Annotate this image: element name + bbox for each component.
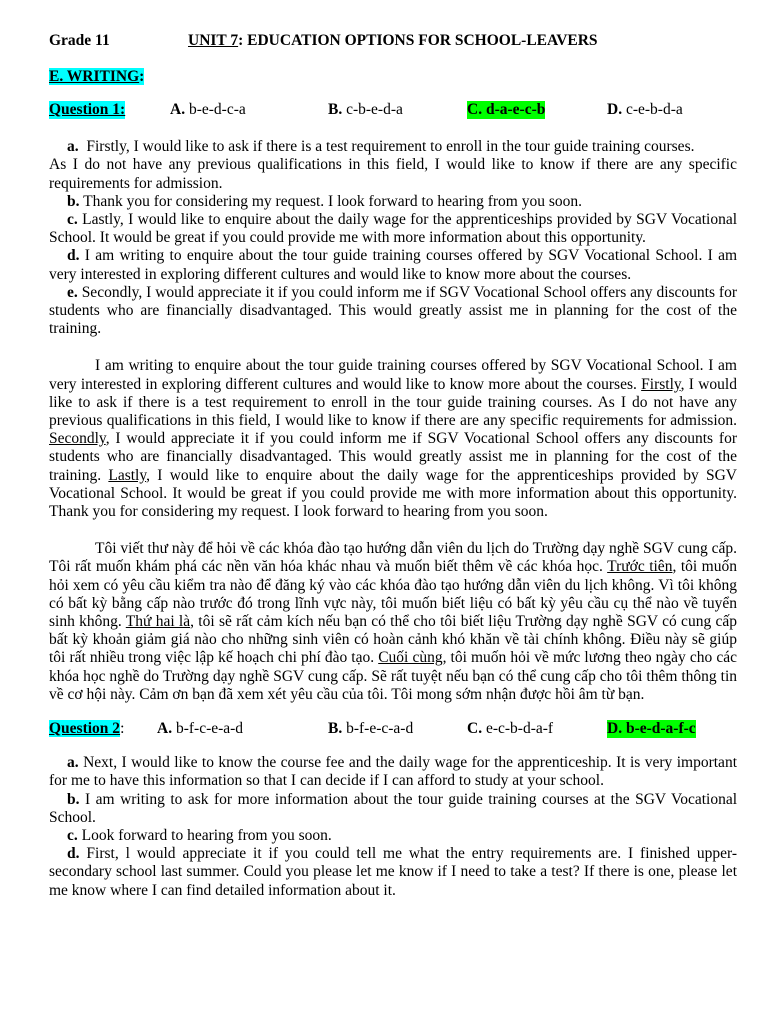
q1-item-a-continued: As I do not have any previous qualifications in this field, I would like to know if there are any specific requirements for admission.	[49, 156, 737, 192]
q2-item-a: a. Next, I would like to know the course fee and the daily wage for the apprenticeship. It is very important for me to have this information so that I can decide if I can afford to study at your school.	[49, 754, 737, 790]
unit-name: : EDUCATION OPTIONS FOR SCHOOL-LEAVERS	[238, 32, 598, 49]
q1-item-c: c. Lastly, I would like to enquire about the daily wage for the apprenticeships provided by SGV Vocational School. It would be great if you could provide me with more information about this opportunity.	[49, 211, 738, 247]
english-firstly: Firstly	[641, 375, 681, 393]
section-label-wrap	[49, 68, 144, 85]
unit-number: UNIT 7	[188, 32, 239, 49]
question-2-options	[49, 720, 737, 740]
english-lastly: Lastly	[108, 466, 147, 484]
question-2-label: Question 2	[49, 720, 121, 738]
question-2-option-c: C. e-c-b-d-a-f	[467, 720, 554, 738]
document-page	[49, 32, 737, 900]
english-paragraph: I am writing to enquire about the tour guide training courses offered by SGV Vocational School. I am very interested in exploring different cultures and would like to know more about the courses. Firstly, I would like to ask if there is a test requirement to enroll in the tour guide training courses. As I do not have any previous qualifications in this field, I would like to know if there are any specific requirements for admission. Secondly, I would appreciate it if you could inform me if SGV Vocational School offers any discounts for students who are financially disadvantaged. This would greatly assist me in planning for the cost of the training. Lastly, I would like to enquire about the daily wage for the apprenticeships provided by SGV Vocational School. It would be great if you could provide me with more information about this opportunity. Thank you for considering my request. I look forward to hearing from you soon.	[49, 357, 737, 521]
vietnamese-truoc-tien: Trước tiên	[607, 558, 673, 576]
question-1-label: Question 1:	[49, 101, 126, 119]
section-colon: :	[139, 68, 145, 85]
question-2-option-d-correct: D. b-e-d-a-f-c	[607, 720, 696, 738]
question-1-option-a: A. b-e-d-c-a	[170, 101, 246, 119]
question-1-options	[49, 101, 737, 121]
vietnamese-thu-hai-la: Thứ hai là	[125, 613, 191, 631]
question-2-option-b: B. b-f-e-c-a-d	[328, 720, 414, 738]
q1-item-e: e. Secondly, I would appreciate it if you could inform me if SGV Vocational School offers any discounts for students who are financially disadvantaged. This would greatly assist me in planning for the cost of the training.	[49, 283, 738, 338]
q1-item-b: b. Thank you for considering my request. I look forward to hearing from you soon.	[67, 192, 583, 210]
question-2-items	[49, 754, 737, 900]
unit-title	[188, 32, 598, 50]
question-1-items	[49, 138, 737, 338]
vietnamese-cuoi-cung: Cuối cùng	[378, 649, 443, 667]
section-heading	[49, 68, 737, 86]
question-1-option-b: B. c-b-e-d-a	[328, 101, 403, 119]
q1-item-a: a. Firstly, I would like to ask if there is a test requirement to enroll in the tour guide training courses.	[67, 138, 695, 156]
q2-item-d: d. First, l would appreciate it if you could tell me what the entry requirements are. I finished upper-secondary school last summer. Could you please let me know if I need to take a test? If there is one, please let me know where I can find detailed information about it.	[49, 845, 738, 899]
q2-item-b: b. I am writing to ask for more information about the tour guide training courses at the SGV Vocational School.	[49, 790, 738, 826]
question-2-label-wrap: Question 2:	[49, 720, 125, 738]
q1-item-d: d. I am writing to enquire about the tour guide training courses offered by SGV Vocational School. I am very interested in exploring different cultures and would like to know more about the courses.	[49, 247, 738, 283]
vietnamese-paragraph: Tôi viết thư này để hỏi về các khóa đào tạo hướng dẫn viên du lịch do Trường dạy nghề SGV cung cấp. Tôi rất muốn khám phá các nền văn hóa khác nhau và muốn biết thêm về các khóa học. Trước tiên, tôi muốn hỏi xem có yêu cầu kiểm tra nào để đăng ký vào các khóa đào tạo hướng dẫn viên du lịch không. Vì tôi không có bất kỳ bằng cấp nào trước đó trong lĩnh vực này, tôi muốn biết liệu có bất kỳ yêu cầu cụ thể nào về tuyển sinh không. Thứ hai là, tôi sẽ rất cảm kích nếu bạn có thể cho tôi biết liệu Trường dạy nghề SGV có cung cấp bất kỳ khoản giảm giá nào cho những sinh viên có hoàn cảnh khó khăn về tài chính không. Điều này sẽ giúp tôi rất nhiều trong việc lập kế hoạch chi phí đào tạo. Cuối cùng, tôi muốn hỏi về mức lương theo ngày cho các khóa học nghề do Trường dạy nghề SGV cung cấp. Sẽ rất tuyệt nếu bạn có thể cung cấp cho tôi thêm thông tin về cơ hội này. Cảm ơn bạn đã xem xét yêu cầu của tôi. Tôi mong sớm nhận được hồi âm từ bạn.	[49, 540, 737, 703]
question-2-option-a: A. b-f-c-e-a-d	[157, 720, 244, 738]
question-1-option-c-correct: C. d-a-e-c-b	[467, 101, 546, 119]
english-secondly: Secondly	[49, 430, 106, 448]
section-label: E. WRITING	[49, 68, 140, 85]
grade-label: Grade 11	[49, 32, 110, 49]
question-1-option-d: D. c-e-b-d-a	[607, 101, 683, 119]
q2-item-c: c. Look forward to hearing from you soon.	[67, 826, 332, 844]
document-header	[49, 32, 737, 52]
